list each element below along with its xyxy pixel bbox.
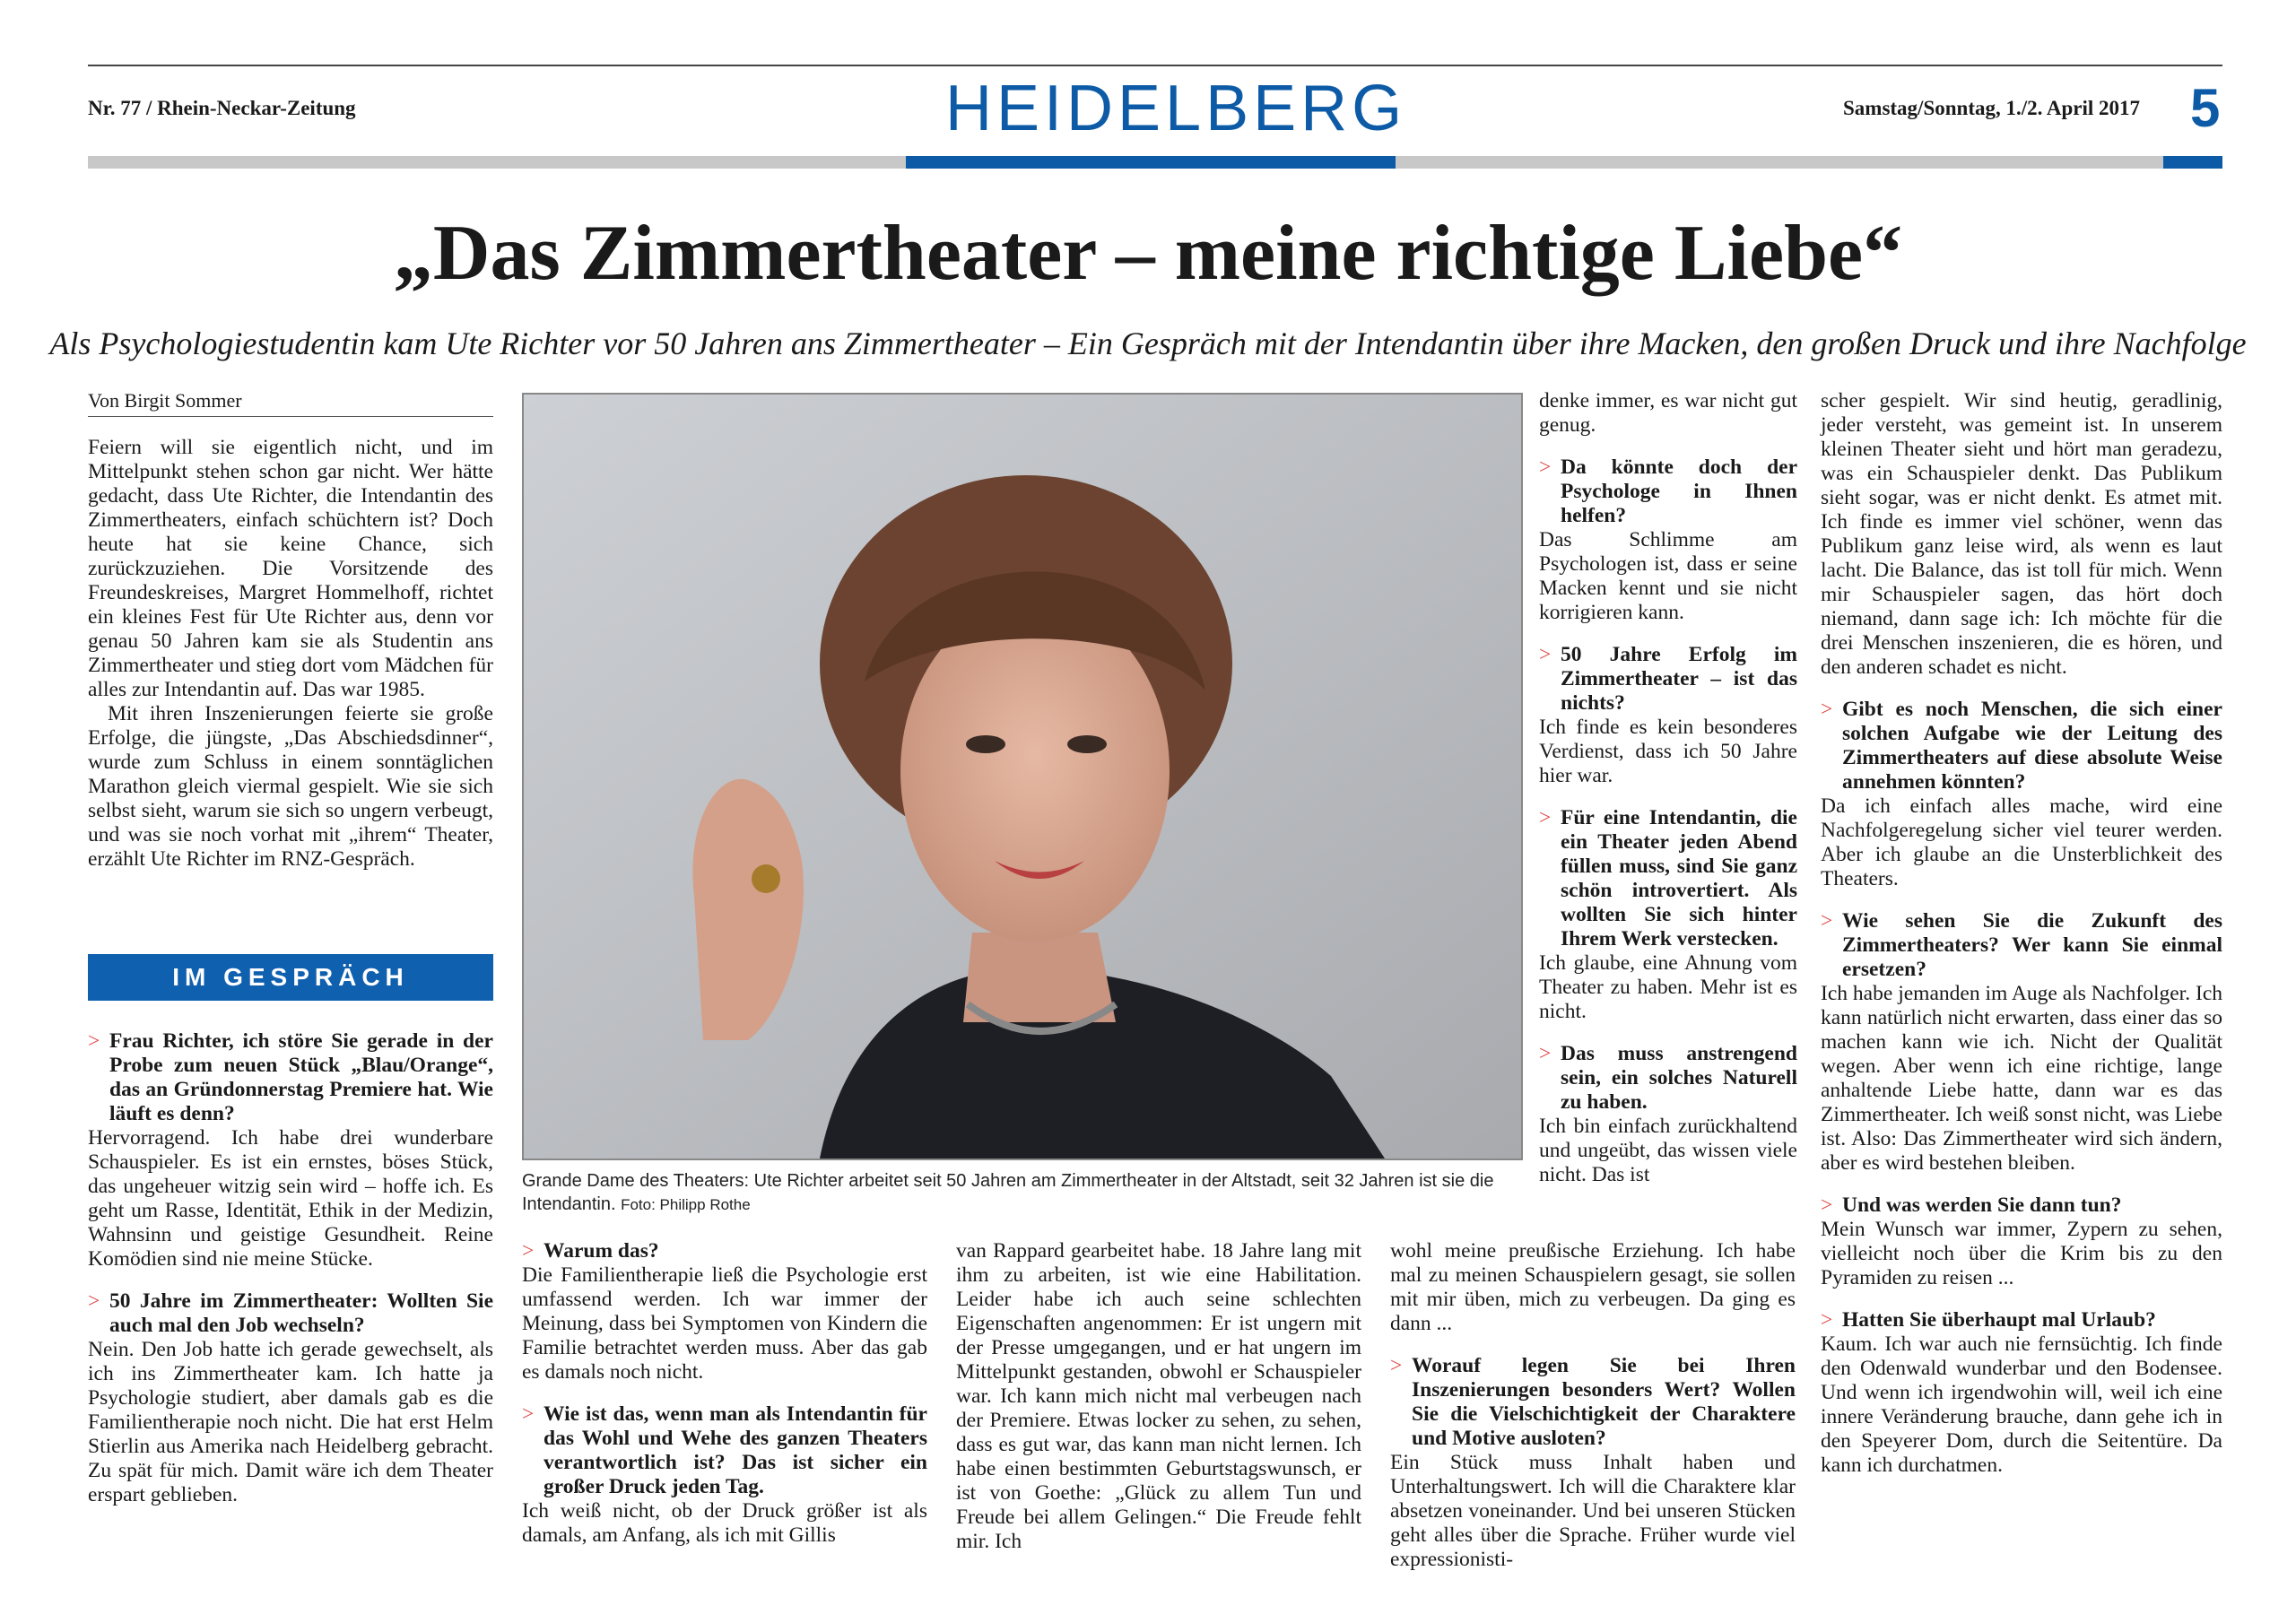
column-1 xyxy=(88,436,493,872)
answer-continued: wohl meine preußische Erziehung. Ich habe mal zu meinen Schauspielern gesagt, sie sollen mit mir üben, mich zu verbeugen. Da ging es dann ... xyxy=(1390,1239,1796,1335)
header-band-accent-right xyxy=(2163,156,2222,169)
column-2 xyxy=(522,1239,927,1548)
answer: Ich weiß nicht, ob der Druck größer ist als damals, am Anfang, als ich mit Gillis xyxy=(522,1499,927,1547)
question: > Für eine Intendantin, die ein Theater jeden Abend füllen muss, sind Sie ganz schön introvertiert. Als wollten Sie sich hinter Ihrem Werk verstecken. xyxy=(1539,806,1797,951)
answer: Kaum. Ich war auch nie fernsüchtig. Ich finde den Odenwald wunderbar und den Bodensee. Und wenn ich irgendwohin will, weil ich eine innere Veränderung brauche, dann gehe ich in den Speyerer Dom, durch die Seitentüre. Da kann ich durchatmen. xyxy=(1821,1332,2222,1477)
answer: Mein Wunsch war immer, Zypern zu sehen, vielleicht noch über die Krim bis zu den Pyramiden zu reisen ... xyxy=(1821,1218,2222,1289)
answer: Ein Stück muss Inhalt haben und Unterhaltungswert. Ich will die Charaktere klar absetzen voneinander. Und bei unseren Stücken geht alles über die Sprache. Früher wurde viel expressionisti- xyxy=(1390,1451,1796,1571)
intro-paragraph: Feiern will sie eigentlich nicht, und im Mittelpunkt stehen schon gar nicht. Wer hätte gedacht, dass Ute Richter, die Intendantin des Zimmertheaters, einfach schüchtern ist? Doch heute hat sie keine Chance, sich zurückzuziehen. Die Vorsitzende des Freundeskreises, Margret Hommelhoff, richtet ein kleines Fest für Ute Richter aus, denn vor genau 50 Jahren kam sie als Studentin ans Zimmertheater und stieg dort vom Mädchen für alles zur Intendantin auf. Das war 1985. xyxy=(88,436,493,701)
answer: Nein. Den Job hatte ich gerade gewechselt, als ich ins Zimmertheater kam. Ich hatte ja Psychologie studiert, aber damals gab es die Familientherapie noch nicht. Die hat erst Helm Stierlin aus Amerika nach Heidelberg gebracht. Zu spät für mich. Damit wäre ich dem Theater erspart geblieben. xyxy=(88,1338,493,1506)
answer-continued: scher gespielt. Wir sind heutig, geradlinig, jeder versteht, was gemeint ist. In unserem kleinen Theater sieht und hört man geradezu, was ein Schauspieler denkt. Das Publikum sieht sogar, was er nicht denkt. Es atmet mit. Ich finde es immer viel schöner, wenn das Publikum ganz leise wird, als wenn es laut lacht. Die Balance, das ist toll für mich. Wenn mir Schauspieler sagen, das hört doch niemand, dann sage ich: Ich möchte für die drei Menschen inszenieren, die es hören, und den anderen schadet es nicht. xyxy=(1821,389,2222,679)
date-label: Samstag/Sonntag, 1./2. April 2017 xyxy=(1843,97,2140,119)
question: > Frau Richter, ich störe Sie gerade in der Probe zum neuen Stück „Blau/Orange“, das an Gründonnerstag Premiere hat. Wie läuft es denn? xyxy=(88,1029,493,1126)
headline: „Das Zimmertheater – meine richtige Liebe“ xyxy=(393,210,1903,297)
page-number: 5 xyxy=(2190,78,2221,138)
answer: Ich habe jemanden im Auge als Nachfolger. Ich kann natürlich nicht erwarten, dass einer das so machen kann wie ich. Nicht der Qualität wegen. Aber wenn ich eine richtige, lange anhaltende Liebe hatte, dann war es das Zimmertheater. Ich weiß sonst nicht, was Liebe ist. Also: Das Zimmertheater wird sich ändern, aber es wird bestehen bleiben. xyxy=(1821,982,2222,1175)
section-title: HEIDELBERG xyxy=(945,73,1407,144)
question: > Und was werden Sie dann tun? xyxy=(1821,1193,2222,1218)
question: > Das muss anstrengend sein, ein solches Naturell zu haben. xyxy=(1539,1042,1797,1115)
column-5 xyxy=(1821,389,2222,1478)
answer: Die Familientherapie ließ die Psychologie erst umfassend werden. Ich war immer der Meinung, dass bei Symptomen von Kindern die Familie betrachtet werden muss. Aber das gab es damals noch nicht. xyxy=(522,1263,927,1384)
question: > Worauf legen Sie bei Ihren Inszenierungen besonders Wert? Wollen Sie die Vielschichtigkeit der Charaktere und Motive ausloten? xyxy=(1390,1354,1796,1451)
answer: Ich finde es kein besonderes Verdienst, dass ich 50 Jahre hier war. xyxy=(1539,716,1797,787)
question: > Hatten Sie überhaupt mal Urlaub? xyxy=(1821,1308,2222,1332)
photo-credit: Foto: Philipp Rothe xyxy=(621,1196,751,1213)
caption-text: Grande Dame des Theaters: Ute Richter arbeitet seit 50 Jahren am Zimmertheater in der Altstadt, seit 32 Jahren ist sie die Intendantin. xyxy=(522,1171,1494,1214)
answer-continued: van Rappard gearbeitet habe. 18 Jahre lang mit ihm zu arbeiten, ist wie eine Habilitation. Leider habe ich auch seine schlechten Eigenschaften angenommen: Er ist ungern mit der Presse umgegangen, und er hat ungern im Mittelpunkt gestanden, obwohl er Schauspieler war. Ich kann mich nicht mal verbeugen nach der Premiere. Etwas locker zu sehen, zu sehen, dass es gut war, das kann man nicht lernen. Ich habe einen bestimmten Geburtstagswunsch, er ist von Goethe: „Glück zu allem Tun und Freude bei allem Gelingen.“ Die Freude fehlt mir. Ich xyxy=(956,1239,1361,1553)
interview-label: IM GESPRÄCH xyxy=(88,954,493,1001)
question: > 50 Jahre im Zimmertheater: Wollten Sie auch mal den Job wechseln? xyxy=(88,1289,493,1338)
column-4-upper xyxy=(1539,389,1797,1187)
answer: Da ich einfach alles mache, wird eine Nachfolgeregelung sicher viel teurer werden. Aber ich glaube an die Unsterblichkeit des Theaters. xyxy=(1821,794,2222,890)
answer: Das Schlimme am Psychologen ist, dass er seine Macken kennt und sie nicht korrigieren kann. xyxy=(1539,528,1797,624)
answer: Hervorragend. Ich habe drei wunderbare Schauspieler. Es ist ein ernstes, böses Stück, das ungeheuer witzig sein wird – hoffe ich. Es geht um Rasse, Identität, Ethik in der Medizin, Wahnsinn und geistige Gesundheit. Reine Komödien sind nie meine Stücke. xyxy=(88,1126,493,1271)
column-1-interview xyxy=(88,1029,493,1507)
top-rule xyxy=(88,65,2222,66)
answer: Ich bin einfach zurückhaltend und ungeübt, das wissen viele nicht. Das ist xyxy=(1539,1115,1797,1186)
portrait-photo xyxy=(522,393,1523,1160)
portrait-illustration xyxy=(524,395,1521,1159)
question: > Gibt es noch Menschen, die sich einer solchen Aufgabe wie der Leitung des Zimmertheaters auf diese absolute Weise annehmen könnten? xyxy=(1821,698,2222,794)
column-3-lower xyxy=(956,1239,1361,1554)
issue-label: Nr. 77 / Rhein-Neckar-Zeitung xyxy=(88,97,356,119)
photo-caption xyxy=(522,1169,1519,1217)
question: > Wie sehen Sie die Zukunft des Zimmertheaters? Wer kann Sie einmal ersetzen? xyxy=(1821,909,2222,982)
question: > Warum das? xyxy=(522,1239,927,1263)
question: > Da könnte doch der Psychologe in Ihnen helfen? xyxy=(1539,456,1797,528)
byline: Von Birgit Sommer xyxy=(88,389,493,417)
header-band-accent xyxy=(906,156,1396,169)
intro-paragraph: Mit ihren Inszenierungen feierte sie große Erfolge, die jüngste, „Das Abschiedsdinner“, wurde zum Schluss in einem sonntäglichen Marathon gleich viermal gespielt. Wie sie sich selbst sieht, warum sie sich so ungern verbeugt, und was sie noch vorhat mit „ihrem“ Theater, erzählt Ute Richter im RNZ-Gespräch. xyxy=(88,702,493,871)
question: > Wie ist das, wenn man als Intendantin für das Wohl und Wehe des ganzen Theaters verantwortlich ist? Das ist sicher ein großer Druck jeden Tag. xyxy=(522,1402,927,1499)
answer-continued: denke immer, es war nicht gut genug. xyxy=(1539,389,1797,437)
column-4-lower xyxy=(1390,1239,1796,1572)
question: > 50 Jahre Erfolg im Zimmertheater – ist das nichts? xyxy=(1539,643,1797,716)
subheadline: Als Psychologiestudentin kam Ute Richter vor 50 Jahren ans Zimmertheater – Ein Gespräch mit der Intendantin über ihre Macken, den großen Druck und ihre Nachfolge xyxy=(49,325,2247,361)
answer: Ich glaube, eine Ahnung vom Theater zu haben. Mehr ist es nicht. xyxy=(1539,951,1797,1023)
